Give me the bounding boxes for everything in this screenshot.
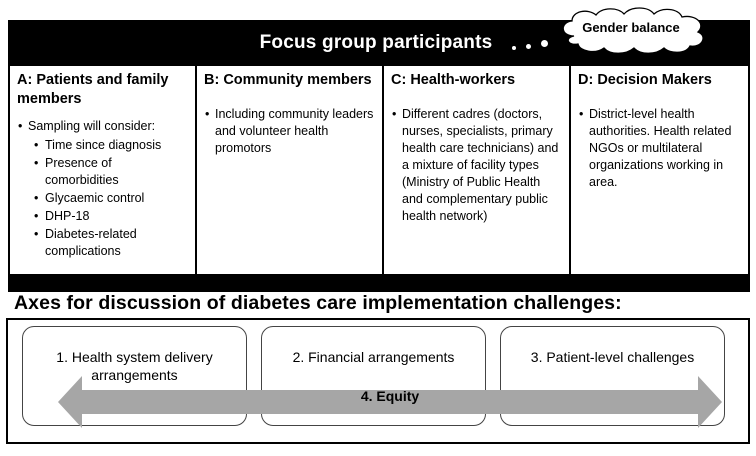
participant-columns	[10, 66, 748, 274]
column-decision-makers	[571, 66, 748, 274]
sampling-criterion: • DHP-18	[34, 208, 188, 225]
column-title-health-workers: C: Health-workers	[391, 72, 516, 88]
bubble-dot	[512, 46, 516, 50]
cloud-label: Gender balance	[582, 20, 680, 35]
axis-box-financial: 2. Financial arrangements	[261, 326, 486, 426]
sampling-criterion: • Time since diagnosis	[34, 137, 188, 154]
column-patients	[10, 66, 195, 274]
column-title-patients: A: Patients and family members	[17, 72, 169, 107]
axis-box-patient-level: 3. Patient-level challenges	[500, 326, 725, 426]
equity-label: 4. Equity	[360, 388, 420, 404]
focus-group-table	[8, 20, 750, 292]
bubble-dot	[541, 40, 548, 47]
bubble-dot	[526, 44, 531, 49]
patients-intro: • Sampling will consider: • Time since diagnosis • Presence of comorbidities • Glycaemic control • DHP-18 • Diabetes-related complications	[17, 118, 188, 260]
axis-box-health-system: 1. Health system delivery arrangements	[22, 326, 247, 426]
decision-makers-description: • District-level health authorities. Health related NGOs or multilateral organizations working in area.	[578, 106, 741, 191]
sampling-criterion: • Presence of comorbidities	[34, 155, 188, 189]
header-title: Focus group participants	[259, 32, 493, 53]
column-community	[197, 66, 382, 274]
axes-title: Axes for discussion of diabetes care implementation challenges:	[14, 292, 622, 314]
column-title-decision-makers: D: Decision Makers	[578, 72, 712, 88]
sampling-criterion: • Diabetes-related complications	[34, 226, 188, 260]
sampling-criteria-list	[28, 137, 188, 260]
axes-frame	[6, 318, 750, 444]
health-workers-description: • Different cadres (doctors, nurses, specialists, primary health care technicians) and a mixture of facility types (Ministry of Public Health and complementary public health network)	[391, 106, 562, 225]
community-description: • Including community leaders and volunteer health promotors	[204, 106, 375, 157]
column-health-workers	[384, 66, 569, 274]
sampling-criterion: • Glycaemic control	[34, 190, 188, 207]
column-title-community: B: Community members	[204, 72, 372, 88]
patients-list	[17, 118, 188, 260]
gender-balance-cloud	[556, 6, 716, 56]
